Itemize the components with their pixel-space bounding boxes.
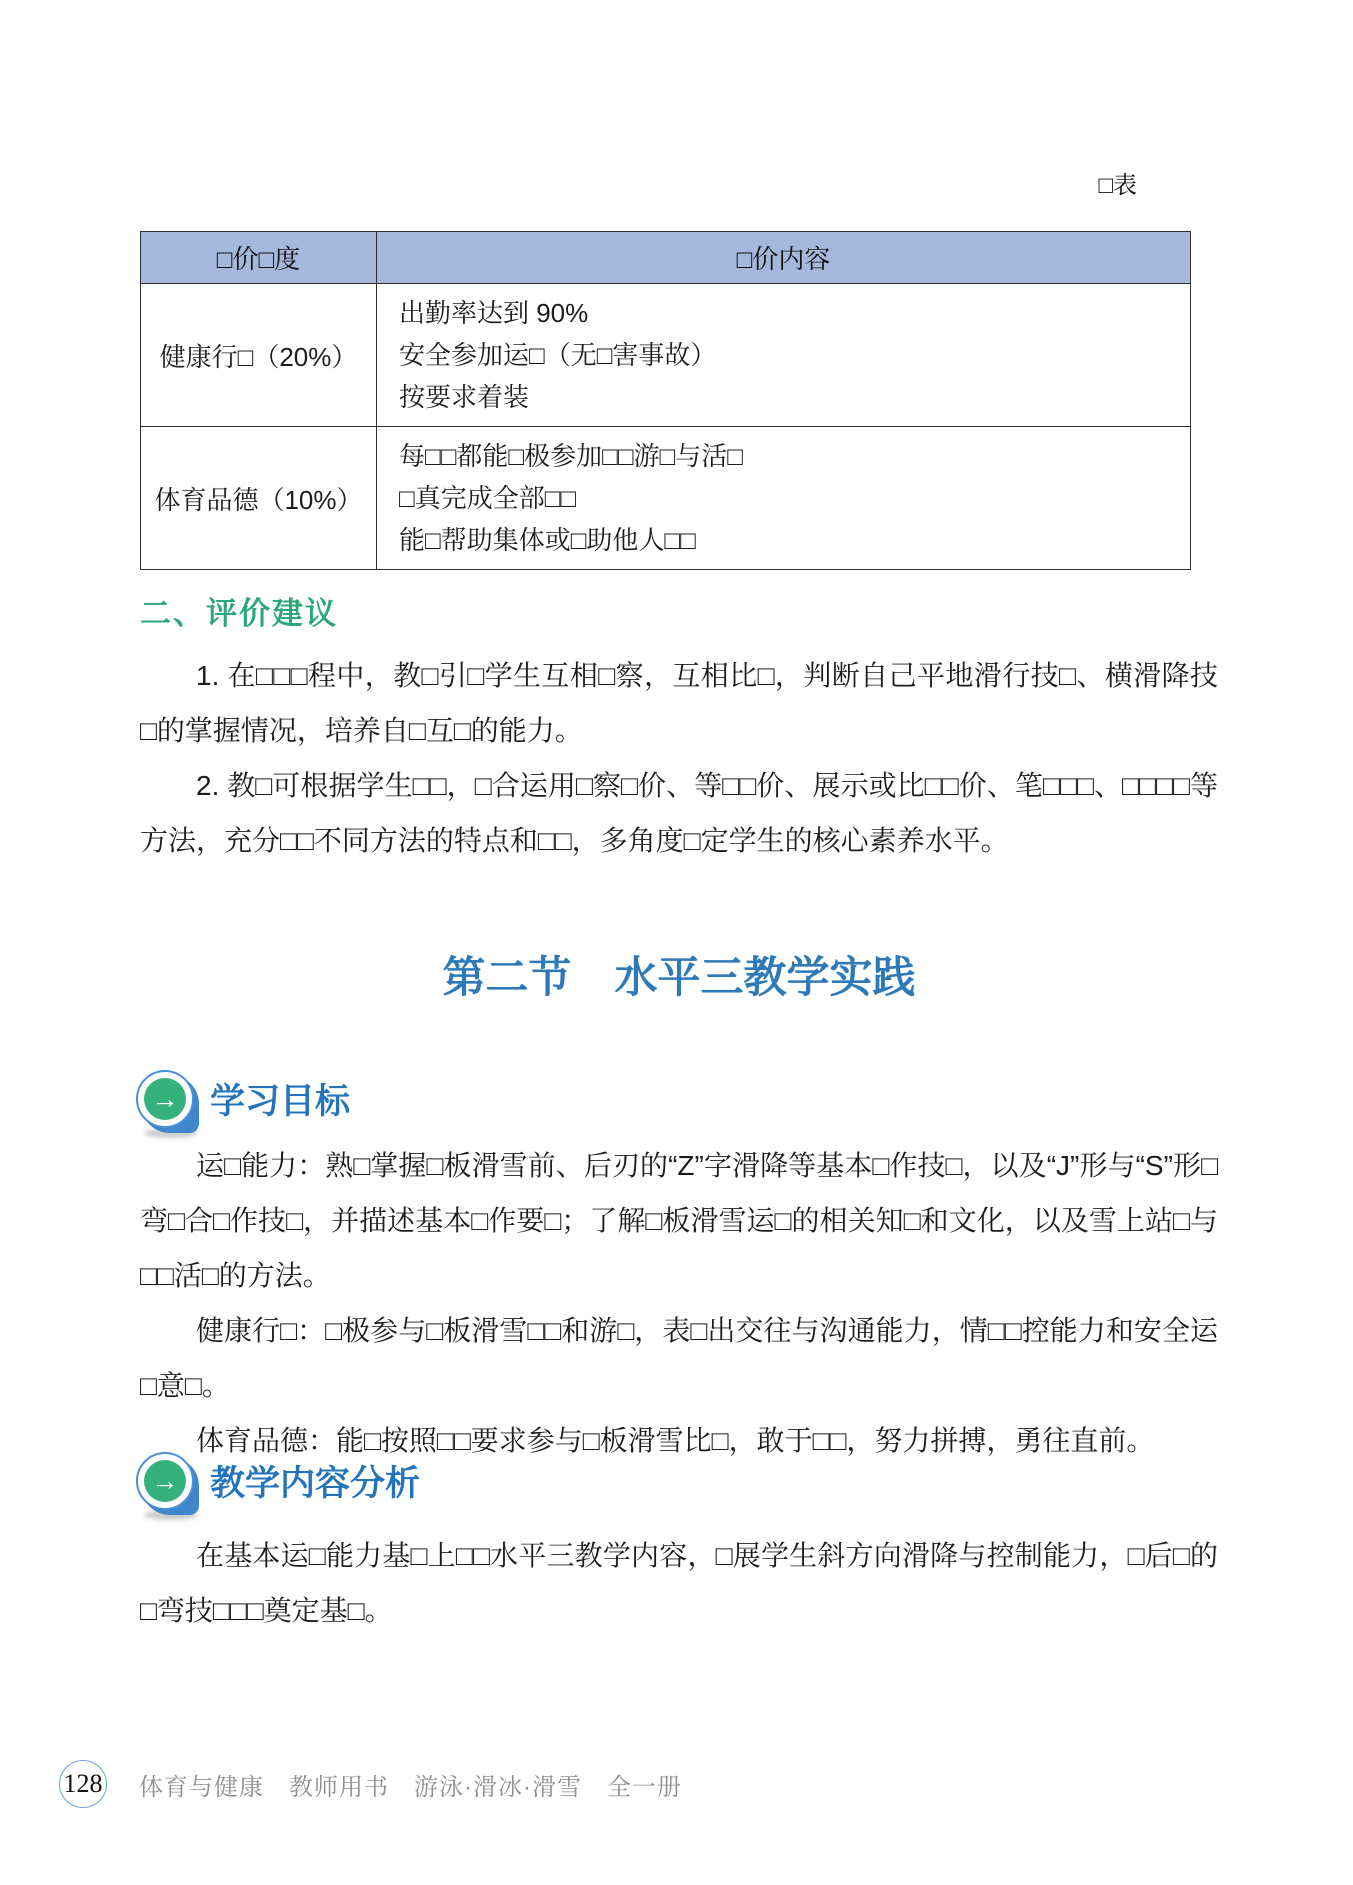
table-header-content: □价内容 — [377, 232, 1191, 284]
right-arrow-icon: → — [144, 1078, 186, 1120]
content-item: 能□帮助集体或□助他人□□ — [399, 525, 696, 555]
table-row — [141, 284, 1191, 427]
dimension-cell: 体育品德（10%） — [141, 427, 377, 570]
paragraph: 运□能力：熟□掌握□板滑雪前、后刃的“Z”字滑降等基本□作技□，以及“J”形与“S”形□弯□合□作技□，并描述基本□作要□；了解□板滑雪运□的相关知□和文化，以及雪上站□与□□活□的方法。 — [140, 1150, 1218, 1291]
content-analysis-heading-label: 教学内容分析 — [210, 1464, 421, 1503]
learning-goals-heading — [136, 1070, 350, 1128]
arrow-circle-icon — [136, 1452, 194, 1510]
paragraph: 在基本运□能力基□上□□水平三教学内容，□展学生斜方向滑降与控制能力，□后□的□弯技□□□奠定基□。 — [140, 1540, 1218, 1626]
content-item: 按要求着装 — [399, 382, 530, 412]
book-title: 体育与健康 教师用书 游泳·滑冰·滑雪 全一册 — [139, 1773, 682, 1801]
paragraph: 健康行□：□极参与□板滑雪□□和游□，表□出交往与沟通能力，情□□控能力和安全运□意□。 — [140, 1315, 1218, 1401]
content-item: 每□□都能□极参加□□游□与活□ — [399, 441, 743, 471]
content-cell — [377, 284, 1191, 427]
content-cell — [377, 427, 1191, 570]
learning-goals-heading-label: 学习目标 — [210, 1082, 351, 1121]
paragraph: 体育品德：能□按照□□要求参与□板滑雪比□，敢于□□，努力拼搏，勇往直前。 — [196, 1425, 1155, 1456]
content-analysis-heading — [136, 1452, 420, 1510]
page-number-badge: 128 — [59, 1760, 107, 1808]
evaluation-table — [140, 231, 1191, 570]
learning-goals-body — [140, 1138, 1218, 1468]
table-continued-label: □表 — [1098, 172, 1137, 199]
arrow-circle-icon — [136, 1070, 194, 1128]
content-analysis-body — [140, 1528, 1218, 1638]
right-arrow-icon: → — [144, 1460, 186, 1502]
table-header-row — [141, 232, 1191, 284]
section-title: 第二节 水平三教学实践 — [442, 955, 916, 1002]
table-row — [141, 427, 1191, 570]
paragraph: 1. 在□□□程中，教□引□学生互相□察，互相比□，判断自己平地滑行技□、横滑降技□的掌握情况，培养自□互□的能力。 — [140, 660, 1218, 746]
content-item: 出勤率达到 90% — [399, 298, 589, 328]
content-item: 安全参加运□（无□害事故） — [399, 340, 717, 370]
page-footer — [59, 1760, 682, 1808]
evaluation-suggestions-body — [140, 648, 1218, 868]
dimension-cell: 健康行□（20%） — [141, 284, 377, 427]
content-item: □真完成全部□□ — [399, 483, 577, 513]
paragraph: 2. 教□可根据学生□□，□合运用□察□价、等□□价、展示或比□□价、笔□□□、□□□□等方法，充分□□不同方法的特点和□□，多角度□定学生的核心素养水平。 — [140, 770, 1218, 856]
evaluation-suggestions-heading: 二、评价建议 — [140, 596, 338, 631]
table-header-dimension: □价□度 — [141, 232, 377, 284]
